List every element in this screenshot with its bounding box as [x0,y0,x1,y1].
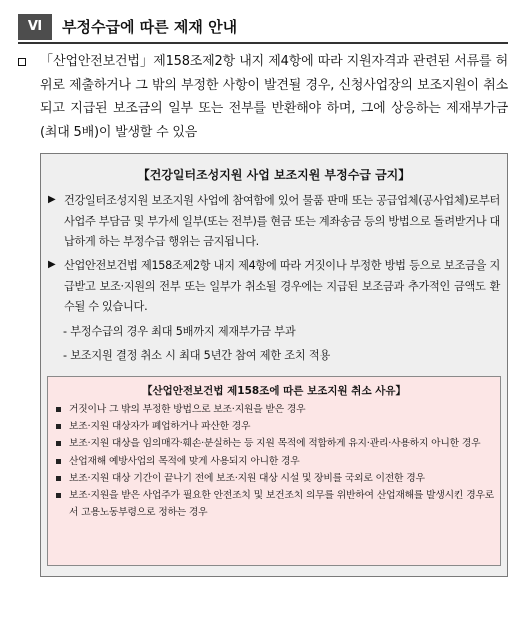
section-title: 부정수급에 따른 제재 안내 [62,18,238,36]
notice-bullet [48,191,500,253]
section-header [18,14,508,40]
section-number-badge: Ⅵ [18,14,52,40]
cancel-reason-text: 거짓이나 그 밖의 부정한 방법으로 보조·지원을 받은 경우 [69,404,306,415]
notice-bullet-text: 건강일터조성지원 보조지원 사업에 참여함에 있어 물품 판매 또는 공급업체(공사업체)로부터 사업주 부담금 및 부가세 일부(또는 전부)를 현금 또는 계좌송금 등의 방법으로 돌려받거나 대납하게 하는 부정수급 행위는 금지됩니다. [64,194,500,248]
list-item [56,418,494,435]
notice-box-title: 【건강일터조성지원 사업 보조지원 부정수급 금지】 [137,168,411,182]
cancel-reasons-box [47,376,501,566]
triangle-bullet-icon: ▶ [48,259,56,270]
list-item [56,453,494,470]
list-item [56,401,494,418]
square-bullet-icon [56,493,61,498]
cancel-reason-text: 보조·지원 대상을 임의매각·훼손·분실하는 등 지원 목적에 적합하게 유지·관리·사용하지 아니한 경우 [69,438,481,450]
notice-bullet-text: 산업안전보건법 제158조제2항 내지 제4항에 따라 거짓이나 부정한 방법 등으로 보조금을 지급받고 보조·지원의 전부 또는 일부가 취소될 경우에는 지급된 보조금과 추가적인 금액도 환수될 수 있습니다. [64,259,500,313]
square-bullet-icon [56,459,61,464]
cancel-reason-text: 산업재해 예방사업의 목적에 맞게 사용되지 아니한 경우 [69,455,300,467]
list-item [56,487,494,521]
list-item [56,470,494,487]
cancel-reason-text: 보조·지원을 받은 사업주가 필요한 안전조치 및 보건조치 의무를 위반하여 산업재해를 발생시킨 경우로서 고용노동부령으로 정하는 경우 [69,490,494,519]
main-paragraph [18,50,508,144]
cancel-reason-text: 보조·지원 대상 기간이 끝나기 전에 보조·지원 대상 시설 및 장비를 국외로 이전한 경우 [69,472,425,484]
penalty-sub-item: - 부정수급의 경우 최대 5배까지 제재부가금 부과 [63,325,296,338]
triangle-bullet-icon: ▶ [48,194,56,205]
cancel-reasons-title: 【산업안전보건법 제158조에 따른 보조지원 취소 사유】 [141,385,407,397]
penalty-sub-item: - 보조지원 결정 취소 시 최대 5년간 참여 제한 조치 적용 [63,349,331,362]
list-item [56,435,494,452]
square-bullet-icon [56,424,61,429]
section-divider [18,42,508,44]
notice-box [40,153,508,577]
cancel-reason-text: 보조·지원 대상자가 폐업하거나 파산한 경우 [69,421,251,433]
checkbox-square-icon [18,58,26,66]
square-bullet-icon [56,476,61,481]
cancel-reasons-list [56,401,494,521]
main-paragraph-text: 「산업안전보건법」제158조제2항 내지 제4항에 따라 지원자격과 관련된 서류를 허위로 제출하거나 그 밖의 부정한 사항이 발견될 경우, 신청사업장의 보조지원이 취소되고 지급된 보조금의 일부 또는 전부를 반환해야 하며, 그에 상응하는 제재부가금(최대 5배)이 발생할 수 있음 [40,54,508,140]
notice-bullet [48,256,500,318]
square-bullet-icon [56,407,61,412]
square-bullet-icon [56,441,61,446]
